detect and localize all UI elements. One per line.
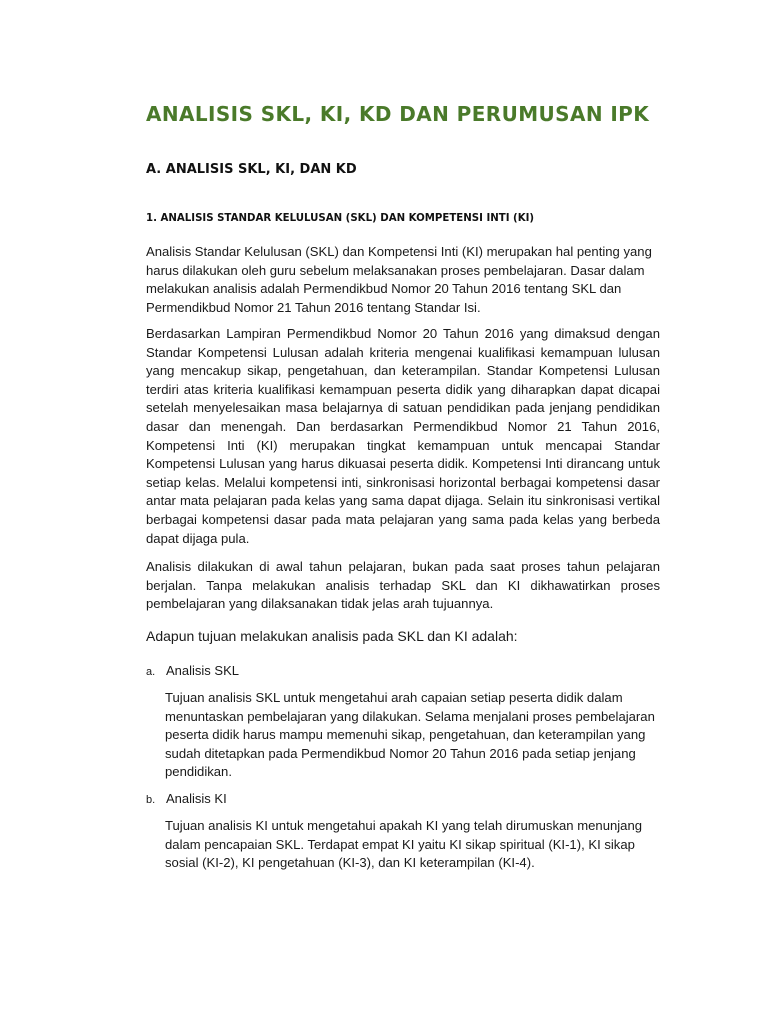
list-marker: a.	[146, 666, 156, 678]
list-marker: b.	[146, 794, 156, 806]
list-item-a-label	[146, 663, 239, 678]
list-item-a-text: Tujuan analisis SKL untuk mengetahui arah capaian setiap peserta didik dalam menuntaskan pembelajaran yang dilakukan. Selama menjalani proses pembelajaran peserta didik harus mampu memenuhi sikap, pengetahuan, dan keterampilan yang sudah ditetapkan pada Permendikbud Nomor 20 Tahun 2016 pada setiap jenjang pendidikan.	[165, 690, 655, 780]
paragraph-2: Berdasarkan Lampiran Permendikbud Nomor 20 Tahun 2016 yang dimaksud dengan Standar Kompetensi Lulusan adalah kriteria mengenai kualifikasi kemampuan lulusan yang mencakup sikap, pengetahuan, dan keterampilan. Standar Kompetensi Lulusan terdiri atas kriteria kualifikasi kemampuan peserta didik yang diharapkan dapat dicapai setelah menyelesaikan masa belajarnya di satuan pendidikan pada jenjang pendidikan dasar dan menengah. Dan berdasarkan Permendikbud Nomor 21 Tahun 2016, Kompetensi Inti (KI) merupakan tingkat kemampuan untuk mencapai Standar Kompetensi Lulusan yang harus dikuasai peserta didik. Kompetensi Inti dirancang untuk setiap kelas. Melalui kompetensi inti, sinkronisasi horizontal berbagai kompetensi dasar antar mata pelajaran pada kelas yang sama dapat dijaga. Selain itu sinkronisasi vertikal berbagai kompetensi dasar pada mata pelajaran yang sama pada kelas yang berbeda dapat dijaga pula.	[146, 326, 660, 546]
list-item-b-label	[146, 791, 227, 806]
list-item-b-text: Tujuan analisis KI untuk mengetahui apakah KI yang telah dirumuskan menunjang dalam pencapaian SKL. Terdapat empat KI yaitu KI sikap spiritual (KI-1), KI sikap sosial (KI-2), KI pengetahuan (KI-3), dan KI keterampilan (KI-4).	[165, 818, 643, 871]
paragraph-3: Analisis dilakukan di awal tahun pelajaran, bukan pada saat proses tahun pelajaran berjalan. Tanpa melakukan analisis terhadap SKL dan KI dikhawatirkan proses pembelajaran yang dilaksanakan tidak jelas arah tujuannya.	[146, 559, 660, 612]
section-a-heading: A. ANALISIS SKL, KI, DAN KD	[146, 162, 357, 177]
paragraph-4: Adapun tujuan melakukan analisis pada SKL dan KI adalah:	[146, 628, 518, 644]
list-item-title: Analisis SKL	[166, 663, 239, 678]
document-title: ANALISIS SKL, KI, KD DAN PERUMUSAN IPK	[146, 102, 650, 126]
paragraph-1: Analisis Standar Kelulusan (SKL) dan Kompetensi Inti (KI) merupakan hal penting yang harus dilakukan oleh guru sebelum melaksanakan proses pembelajaran. Dasar dalam melakukan analisis adalah Permendikbud Nomor 20 Tahun 2016 tentang SKL dan Permendikbud Nomor 21 Tahun 2016 tentang Standar Isi.	[146, 244, 652, 315]
subsection-1-heading: 1. ANALISIS STANDAR KELULUSAN (SKL) DAN KOMPETENSI INTI (KI)	[146, 213, 535, 224]
list-item-title: Analisis KI	[166, 791, 227, 806]
